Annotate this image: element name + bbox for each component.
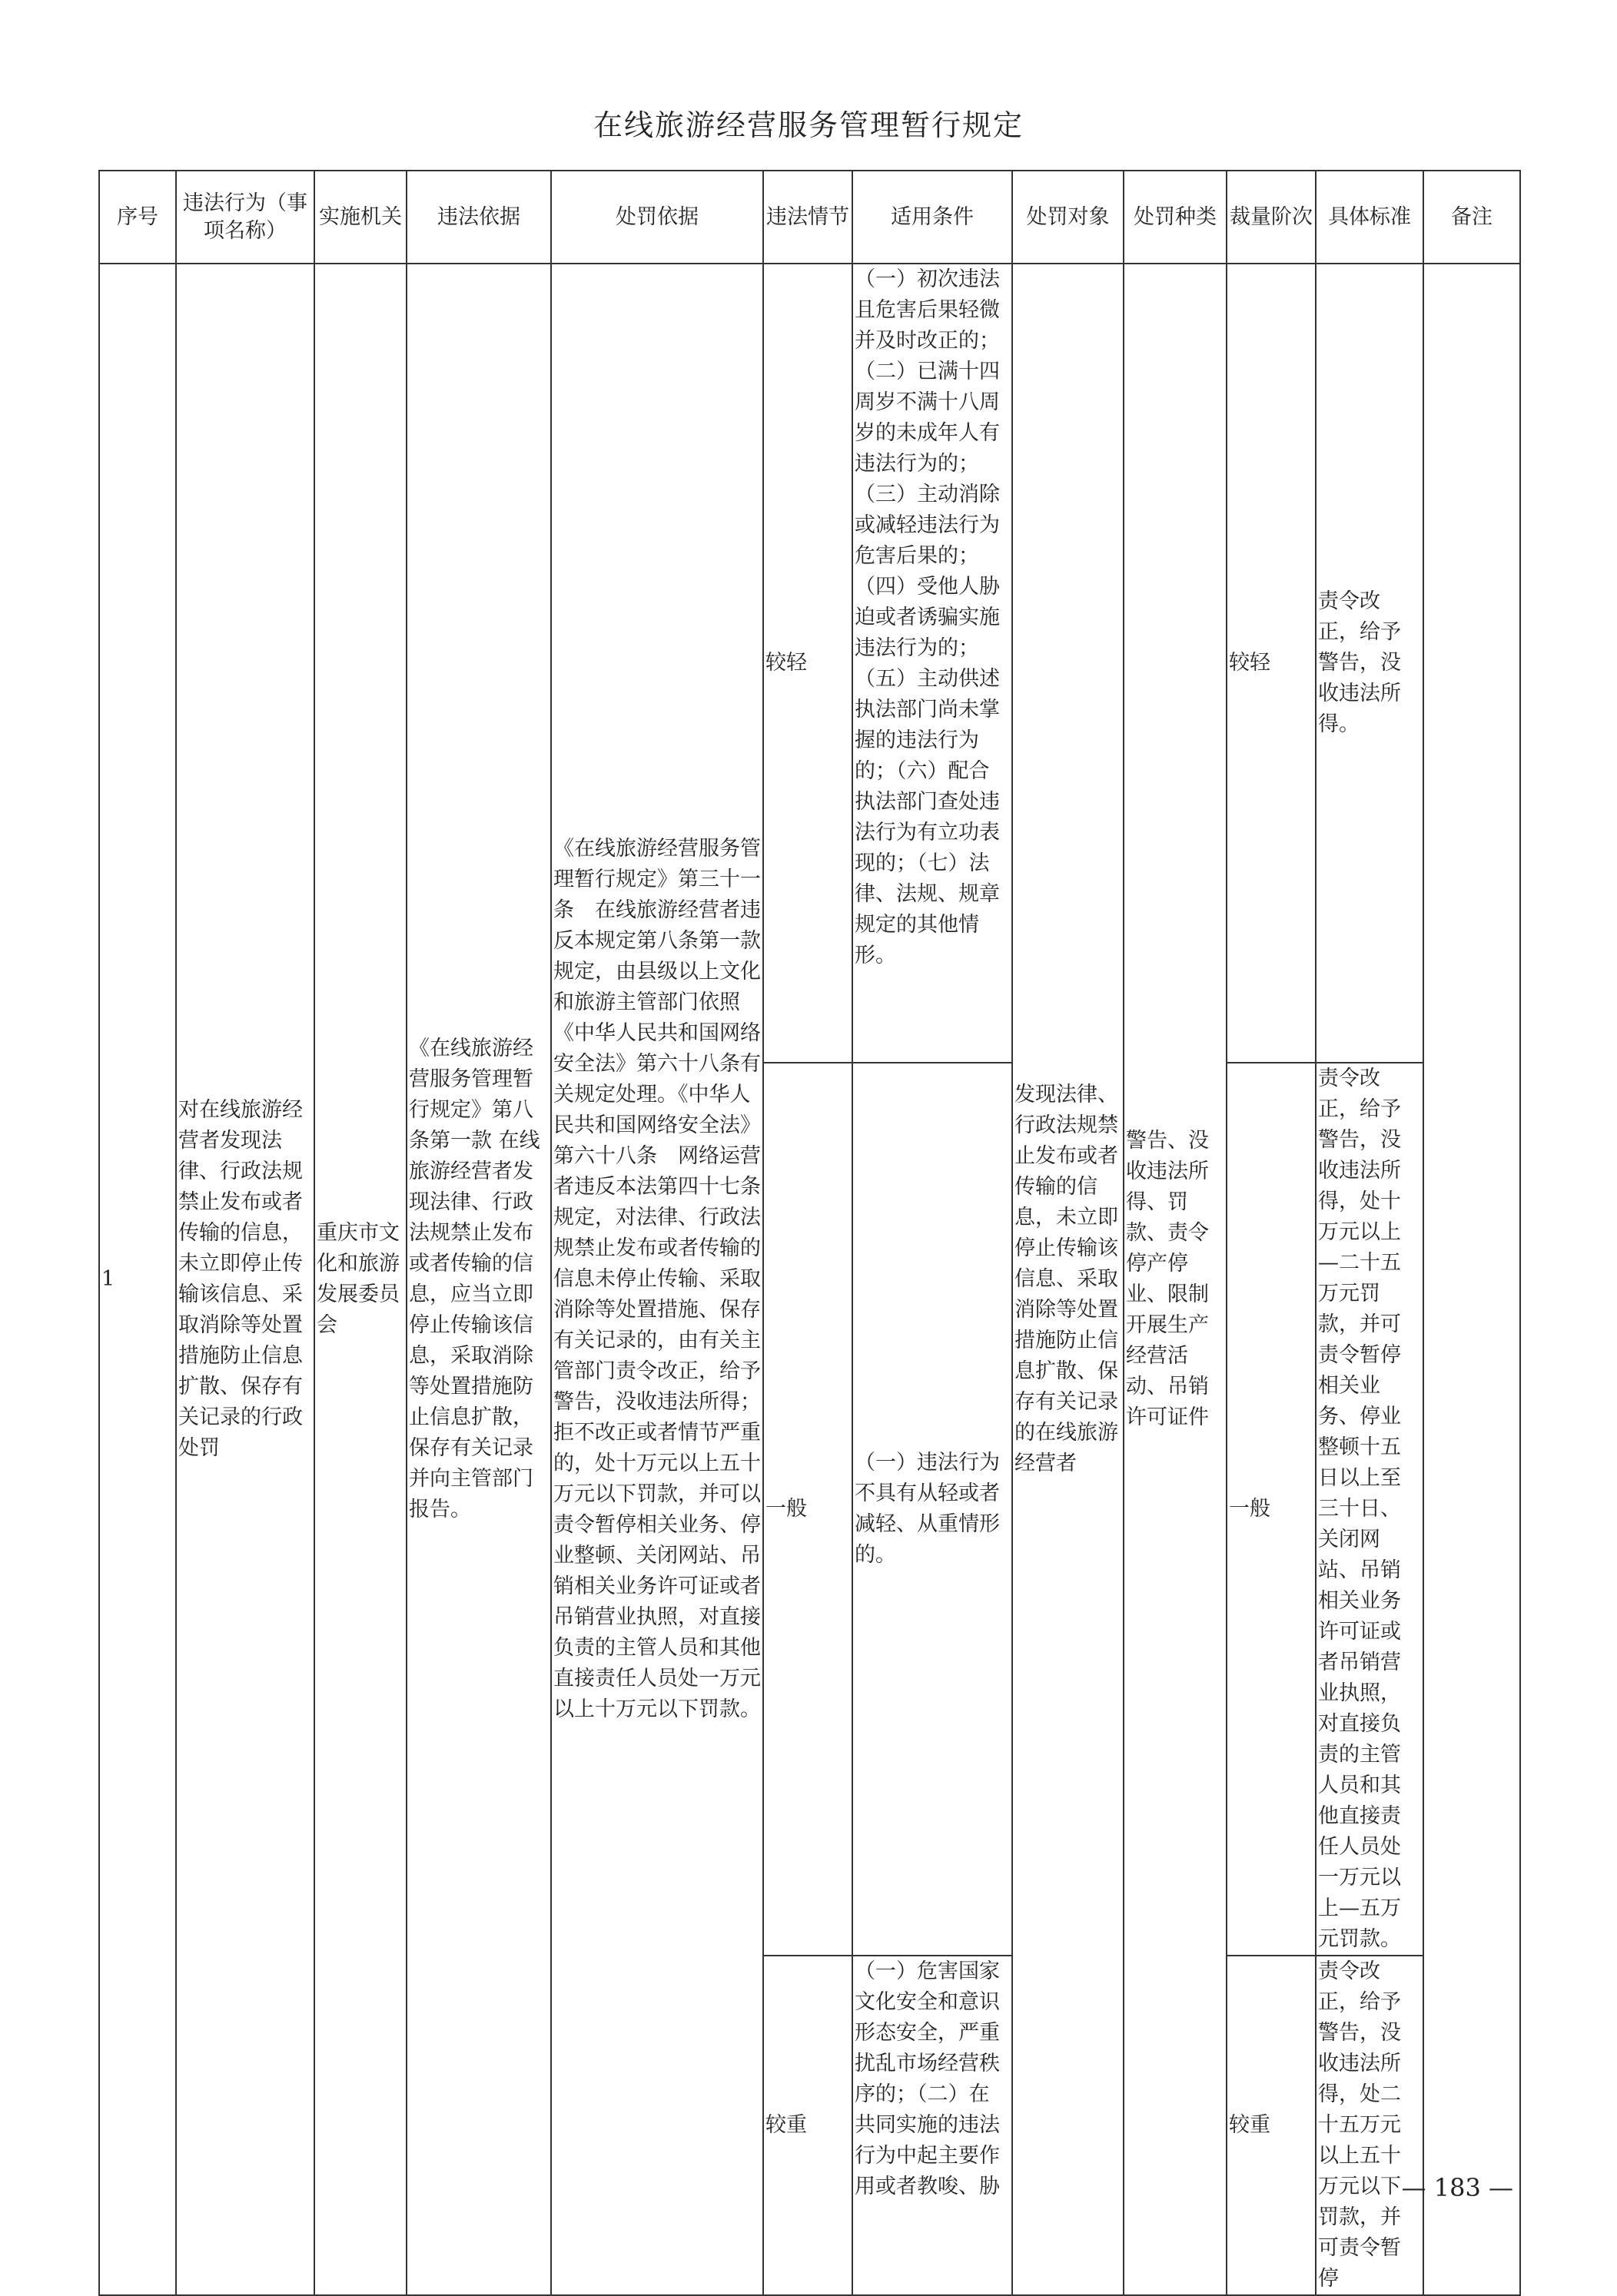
penalty-type: 警告、没收违法所得、罚款、责令停产停业、限制开展生产经营活动、吊销许可证件 bbox=[1124, 264, 1227, 2295]
penalty-basis: 《在线旅游经营服务管理暂行规定》第三十一条 在线旅游经营者违反本规定第八条第一款规定，由县级以上文化和旅游主管部门依照《中华人民共和国网络安全法》第六十八条有关规定处理。《中华人民共和国网络安全法》第六十八条 网络运营者违反本法第四十七条规定，对法律、行政法规禁止发布或者传输的信息未停止传输、采取消除等处置措施、保存有关记录的，由有关主管部门责令改正，给予警告，没收违法所得；拒不改正或者情节严重的，处十万元以上五十万元以下罚款，并可以责令暂停相关业务、停业整顿、关闭网站、吊销相关业务许可证或者吊销营业执照，对直接负责的主管人员和其他直接责任人员处一万元以上十万元以下罚款。 bbox=[551, 264, 763, 2295]
violation-basis: 《在线旅游经营服务管理暂行规定》第八条第一款 在线旅游经营者发现法律、行政法规禁止发布或者传输的信息，应当立即停止传输该信息，采取消除等处置措施防止信息扩散，保存有关记录并向主管部门报告。 bbox=[407, 264, 551, 2295]
header-level: 裁量阶次 bbox=[1227, 171, 1316, 264]
header-type: 处罚种类 bbox=[1124, 171, 1227, 264]
condition-light: （一）初次违法且危害后果轻微并及时改正的；（二）已满十四周岁不满十八周岁的未成年人有违法行为的；（三）主动消除或减轻违法行为危害后果的；（四）受他人胁迫或者诱骗实施违法行为的；（五）主动供述执法部门尚未掌握的违法行为的；（六）配合执法部门查处违法行为有立功表现的；（七）法律、法规、规章规定的其他情形。 bbox=[852, 264, 1012, 1063]
violation-act: 对在线旅游经营者发现法律、行政法规禁止发布或者传输的信息，未立即停止传输该信息、采取消除等处置措施防止信息扩散、保存有关记录的行政处罚 bbox=[176, 264, 314, 2295]
header-act: 违法行为（事项名称） bbox=[176, 171, 314, 264]
condition-general: （一）违法行为不具有从轻或者减轻、从重情形的。 bbox=[852, 1063, 1012, 1956]
circumstance-general: 一般 bbox=[763, 1063, 852, 1956]
header-agency: 实施机关 bbox=[314, 171, 407, 264]
implementing-agency: 重庆市文化和旅游发展委员会 bbox=[314, 264, 407, 2295]
page-title: 在线旅游经营服务管理暂行规定 bbox=[593, 108, 1024, 142]
header-basis: 违法依据 bbox=[407, 171, 551, 264]
header-target: 处罚对象 bbox=[1012, 171, 1124, 264]
standard-severe: 责令改正，给予警告，没收违法所得，处二十五万元以上五十万元以下罚款，并可责令暂停 bbox=[1316, 1956, 1423, 2295]
row-number: 1 bbox=[99, 264, 176, 2295]
remark bbox=[1423, 264, 1520, 2295]
circumstance-severe: 较重 bbox=[763, 1956, 852, 2295]
header-circumstance: 违法情节 bbox=[763, 171, 852, 264]
header-remark: 备注 bbox=[1423, 171, 1520, 264]
condition-severe: （一）危害国家文化安全和意识形态安全，严重扰乱市场经营秩序的；（二）在共同实施的违法行为中起主要作用或者教唆、胁 bbox=[852, 1956, 1012, 2295]
page-number: — 183 — bbox=[1401, 2173, 1513, 2202]
header-row bbox=[99, 171, 1520, 264]
level-light: 较轻 bbox=[1227, 264, 1316, 1063]
standard-general: 责令改正，给予警告，没收违法所得，处十万元以上—二十五万元罚款，并可责令暂停相关业务、停业整顿十五日以上至三十日、关闭网站、吊销相关业务许可证或者吊销营业执照，对直接负责的主管人员和其他直接责任人员处一万元以上—五万元罚款。 bbox=[1316, 1063, 1423, 1956]
penalty-table bbox=[98, 170, 1521, 2296]
header-condition: 适用条件 bbox=[852, 171, 1012, 264]
penalty-target: 发现法律、行政法规禁止发布或者传输的信息，未立即停止传输该信息、采取消除等处置措施防止信息扩散、保存有关记录的在线旅游经营者 bbox=[1012, 264, 1124, 2295]
circumstance-light: 较轻 bbox=[763, 264, 852, 1063]
table-row bbox=[99, 264, 1520, 1063]
header-standard: 具体标准 bbox=[1316, 171, 1423, 264]
level-general: 一般 bbox=[1227, 1063, 1316, 1956]
header-penalty-basis: 处罚依据 bbox=[551, 171, 763, 264]
standard-light: 责令改正，给予警告，没收违法所得。 bbox=[1316, 264, 1423, 1063]
level-severe: 较重 bbox=[1227, 1956, 1316, 2295]
header-no: 序号 bbox=[99, 171, 176, 264]
